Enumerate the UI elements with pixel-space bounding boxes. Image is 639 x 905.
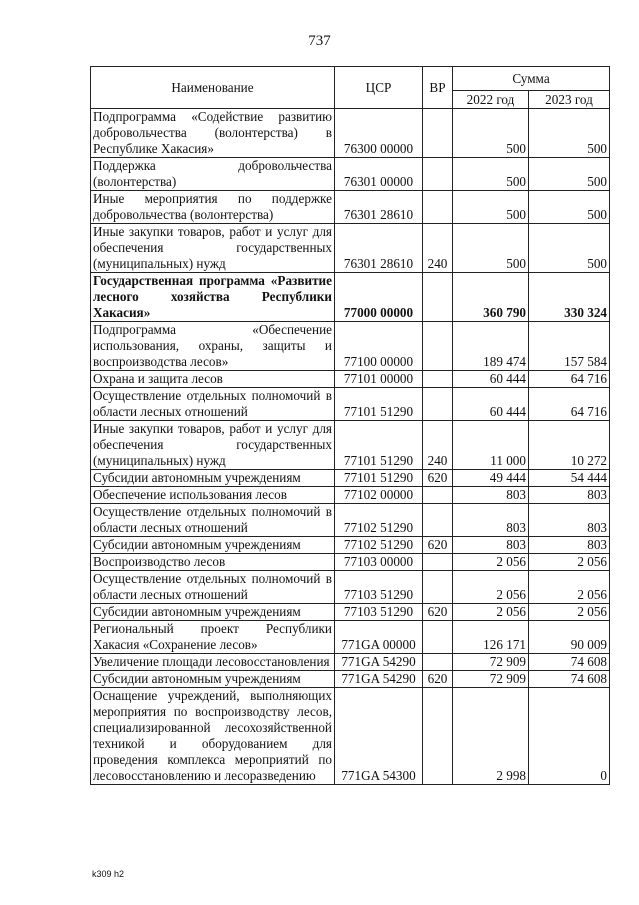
header-name: Наименование bbox=[91, 67, 335, 109]
header-year-2023: 2023 год bbox=[529, 91, 610, 109]
row-sum-2022: 2 056 bbox=[453, 604, 529, 621]
row-vr bbox=[423, 109, 453, 158]
row-csr: 77101 51290 bbox=[335, 470, 423, 487]
header-sum: Сумма bbox=[453, 67, 610, 91]
row-name: Подпрограмма «Содействие развитию добровольчества (волонтерства) в Республике Хакасия» bbox=[91, 109, 335, 158]
table-row bbox=[91, 421, 610, 470]
table-row bbox=[91, 654, 610, 671]
row-name: Осуществление отдельных полномочий в области лесных отношений bbox=[91, 504, 335, 537]
row-name: Охрана и защита лесов bbox=[91, 371, 335, 388]
row-sum-2022: 189 474 bbox=[453, 322, 529, 371]
row-sum-2023: 157 584 bbox=[529, 322, 610, 371]
row-vr bbox=[423, 621, 453, 654]
row-sum-2022: 803 bbox=[453, 487, 529, 504]
table-row bbox=[91, 371, 610, 388]
row-sum-2022: 500 bbox=[453, 158, 529, 191]
budget-table bbox=[90, 66, 610, 785]
header-csr: ЦСР bbox=[335, 67, 423, 109]
row-vr bbox=[423, 388, 453, 421]
row-vr bbox=[423, 487, 453, 504]
row-csr: 76301 28610 bbox=[335, 191, 423, 224]
table-row bbox=[91, 688, 610, 785]
row-csr: 77102 51290 bbox=[335, 537, 423, 554]
table-row bbox=[91, 388, 610, 421]
row-sum-2022: 360 790 bbox=[453, 273, 529, 322]
row-vr bbox=[423, 371, 453, 388]
row-name: Обеспечение использования лесов bbox=[91, 487, 335, 504]
table-row bbox=[91, 604, 610, 621]
row-name: Субсидии автономным учреждениям bbox=[91, 604, 335, 621]
row-sum-2023: 90 009 bbox=[529, 621, 610, 654]
row-sum-2023: 500 bbox=[529, 158, 610, 191]
row-csr: 77102 00000 bbox=[335, 487, 423, 504]
row-csr: 77103 00000 bbox=[335, 554, 423, 571]
row-name: Осуществление отдельных полномочий в области лесных отношений bbox=[91, 571, 335, 604]
table-row bbox=[91, 621, 610, 654]
row-name: Иные мероприятия по поддержке добровольчества (волонтерства) bbox=[91, 191, 335, 224]
row-name: Иные закупки товаров, работ и услуг для обеспечения государственных (муниципальных) нужд bbox=[91, 421, 335, 470]
row-sum-2023: 500 bbox=[529, 191, 610, 224]
footer-code: k309 h2 bbox=[92, 869, 125, 879]
row-name: Воспроизводство лесов bbox=[91, 554, 335, 571]
row-sum-2022: 2 056 bbox=[453, 554, 529, 571]
row-sum-2022: 803 bbox=[453, 504, 529, 537]
row-sum-2023: 500 bbox=[529, 224, 610, 273]
table-row bbox=[91, 487, 610, 504]
row-sum-2023: 803 bbox=[529, 504, 610, 537]
row-sum-2023: 74 608 bbox=[529, 671, 610, 688]
row-csr: 77101 51290 bbox=[335, 388, 423, 421]
row-vr bbox=[423, 654, 453, 671]
row-csr: 77103 51290 bbox=[335, 571, 423, 604]
row-vr bbox=[423, 688, 453, 785]
row-vr: 620 bbox=[423, 470, 453, 487]
row-sum-2022: 60 444 bbox=[453, 371, 529, 388]
row-vr: 240 bbox=[423, 421, 453, 470]
header-vr: ВР bbox=[423, 67, 453, 109]
row-sum-2022: 2 998 bbox=[453, 688, 529, 785]
row-sum-2023: 64 716 bbox=[529, 388, 610, 421]
table-row bbox=[91, 504, 610, 537]
table-row bbox=[91, 158, 610, 191]
table-row bbox=[91, 191, 610, 224]
row-vr: 620 bbox=[423, 537, 453, 554]
row-name: Увеличение площади лесовосстановления bbox=[91, 654, 335, 671]
row-csr: 76300 00000 bbox=[335, 109, 423, 158]
row-name: Государственная программа «Развитие лесного хозяйства Республики Хакасия» bbox=[91, 273, 335, 322]
row-sum-2023: 0 bbox=[529, 688, 610, 785]
table-row bbox=[91, 224, 610, 273]
row-sum-2023: 2 056 bbox=[529, 604, 610, 621]
row-csr: 77000 00000 bbox=[335, 273, 423, 322]
row-name: Оснащение учреждений, выполняющих мероприятия по воспроизводству лесов, специализированной лесохозяйственной техникой и оборудованием для проведения комплекса мероприятий по лесовосстановлению и лесоразведению bbox=[91, 688, 335, 785]
table-row bbox=[91, 554, 610, 571]
row-csr: 771GA 54290 bbox=[335, 671, 423, 688]
row-name: Иные закупки товаров, работ и услуг для обеспечения государственных (муниципальных) нужд bbox=[91, 224, 335, 273]
row-name: Осуществление отдельных полномочий в области лесных отношений bbox=[91, 388, 335, 421]
row-name: Субсидии автономным учреждениям bbox=[91, 470, 335, 487]
row-csr: 77101 51290 bbox=[335, 421, 423, 470]
row-csr: 76301 00000 bbox=[335, 158, 423, 191]
row-vr bbox=[423, 504, 453, 537]
row-sum-2023: 330 324 bbox=[529, 273, 610, 322]
row-vr bbox=[423, 273, 453, 322]
row-csr: 77103 51290 bbox=[335, 604, 423, 621]
row-sum-2022: 49 444 bbox=[453, 470, 529, 487]
table-row bbox=[91, 273, 610, 322]
row-name: Региональный проект Республики Хакасия «Сохранение лесов» bbox=[91, 621, 335, 654]
row-sum-2022: 803 bbox=[453, 537, 529, 554]
row-csr: 771GA 54290 bbox=[335, 654, 423, 671]
row-name: Субсидии автономным учреждениям bbox=[91, 671, 335, 688]
row-sum-2022: 11 000 bbox=[453, 421, 529, 470]
row-sum-2023: 500 bbox=[529, 109, 610, 158]
row-sum-2023: 2 056 bbox=[529, 571, 610, 604]
row-vr: 240 bbox=[423, 224, 453, 273]
row-csr: 77101 00000 bbox=[335, 371, 423, 388]
table-row bbox=[91, 322, 610, 371]
row-sum-2022: 500 bbox=[453, 191, 529, 224]
table-row bbox=[91, 571, 610, 604]
row-name: Подпрограмма «Обеспечение использования, охраны, защиты и воспроизводства лесов» bbox=[91, 322, 335, 371]
table-row bbox=[91, 671, 610, 688]
row-sum-2022: 500 bbox=[453, 224, 529, 273]
header-year-2022: 2022 год bbox=[453, 91, 529, 109]
row-sum-2023: 10 272 bbox=[529, 421, 610, 470]
table-row bbox=[91, 109, 610, 158]
table-row bbox=[91, 470, 610, 487]
row-sum-2023: 74 608 bbox=[529, 654, 610, 671]
row-sum-2022: 2 056 bbox=[453, 571, 529, 604]
row-name: Поддержка добровольчества (волонтерства) bbox=[91, 158, 335, 191]
row-sum-2023: 54 444 bbox=[529, 470, 610, 487]
row-sum-2022: 500 bbox=[453, 109, 529, 158]
row-vr bbox=[423, 191, 453, 224]
row-sum-2022: 126 171 bbox=[453, 621, 529, 654]
row-vr bbox=[423, 158, 453, 191]
row-vr: 620 bbox=[423, 671, 453, 688]
row-sum-2023: 803 bbox=[529, 537, 610, 554]
row-csr: 771GA 54300 bbox=[335, 688, 423, 785]
row-name: Субсидии автономным учреждениям bbox=[91, 537, 335, 554]
page-number: 737 bbox=[308, 33, 331, 49]
row-vr: 620 bbox=[423, 604, 453, 621]
row-vr bbox=[423, 571, 453, 604]
row-sum-2022: 72 909 bbox=[453, 671, 529, 688]
row-vr bbox=[423, 322, 453, 371]
table-row bbox=[91, 537, 610, 554]
row-vr bbox=[423, 554, 453, 571]
row-csr: 77100 00000 bbox=[335, 322, 423, 371]
row-csr: 77102 51290 bbox=[335, 504, 423, 537]
row-sum-2023: 2 056 bbox=[529, 554, 610, 571]
row-sum-2022: 60 444 bbox=[453, 388, 529, 421]
row-csr: 771GA 00000 bbox=[335, 621, 423, 654]
row-sum-2022: 72 909 bbox=[453, 654, 529, 671]
row-csr: 76301 28610 bbox=[335, 224, 423, 273]
row-sum-2023: 64 716 bbox=[529, 371, 610, 388]
row-sum-2023: 803 bbox=[529, 487, 610, 504]
